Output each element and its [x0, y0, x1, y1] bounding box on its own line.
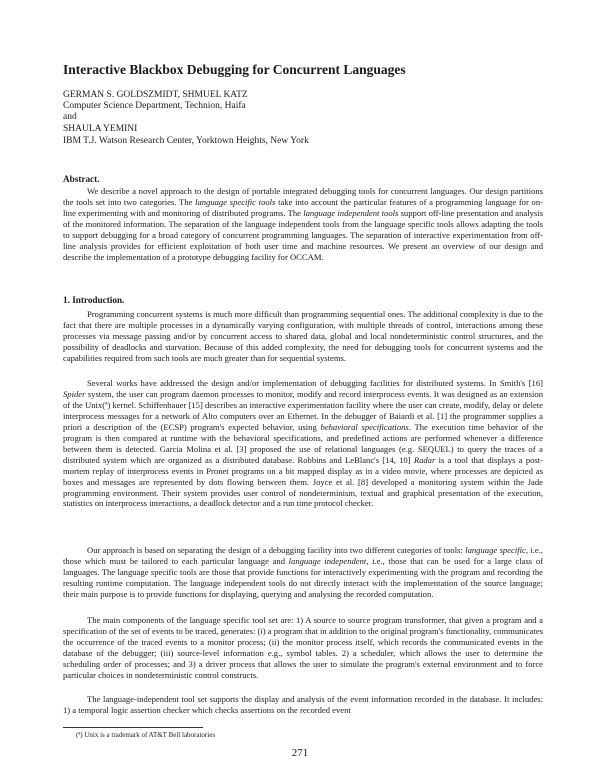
author-and: and	[63, 112, 77, 122]
abstract-paragraph: We describe a novel approach to the design of portable integrated debugging tools for concurrent languages. Our design partitions the tools set into two categories. The language specific tools take into account the particular features of a programming language for on-line experimenting with and monitoring of distributed programs. The language independent tools support off-line presentation and analysis of the monitored information. The separation of the language independent tools from the language specific tools allows adapting the tools to support debugging for a broad category of concurrent programming languages. The separation of interactive experimentation from off-line analysis provides for efficient exploitation of both user time and machine resources. We present an overview of our design and describe the implementation of a prototype debugging facility for OCCAM.	[63, 186, 543, 262]
affiliation-2: IBM T.J. Watson Research Center, Yorktown Heights, New York	[63, 136, 309, 146]
intro-paragraph-1: Programming concurrent systems is much more difficult than programming sequential ones. The additional complexity is due to the fact that there are multiple processes in a dynamically varying configuration, with multiple threads of control, interactions among these processes via message passing and/or by concurrent access to shared data, global and local nondeterministic control structures, and the possibility of deadlocks and starvation. Because of this added complexity, the need for debugging tools for concurrent systems and the capabilities required from such tools are much greater than for sequential systems.	[63, 309, 543, 363]
intro-heading: 1. Introduction.	[63, 295, 125, 305]
footnote: (ª) Unix is a trademark of AT&T Bell laboratories	[76, 731, 216, 739]
paper-title: Interactive Blackbox Debugging for Concurrent Languages	[63, 62, 406, 77]
footnote-rule	[63, 727, 203, 728]
intro-paragraph-5: The language-independent tool set supports the display and analysis of the event information recorded in the database. It includes: 1) a temporal logic assertion checker which checks assertions on the recorded event	[63, 694, 543, 715]
intro-paragraph-2: Several works have addressed the design and/or implementation of debugging facilities for distributed systems. In Smith's [16] Spider system, the user can program daemon processes to monitor, modify and record interprocess events. It was designed as an extension of the Unix(ª) kernel. Schiffenbauer [15] describes an interactive experimentation facility where the user can create, modify, delay or delete interprocess messages for a network of Alto computers over an Ethernet. In the debugger of Baiardi et al. [1] the programmer supplies a priori a description of the (ECSP) program's expected behavior, using behavioral specifications. The execution time behavior of the program is then compared at runtime with the behavioral specifications, and predefined actions are performed whenever a difference between them is detected. Garcia Molina et al. [3] proposed the use of relational languages (e.g. SEQUEL) to query the traces of a distributed system which are organized as a distributed database. Robbins and LeBlanc's [14, 10] Radar is a tool that displays a post-mortem replay of interprocess events in Pronet programs on a bit mapped display as in a video movie, where processes are depicted as boxes and messages are represented by dots flowing between them. Joyce et al. [8] developed a monitoring system within the Jade programming environment. Their system provides user control of nondeterminism, textual and graphical presentation of the execution, statistics on interprocess interactions, a deadlock detector and a run time protocol checker.	[63, 378, 544, 509]
intro-paragraph-3: Our approach is based on separating the design of a debugging facility into two different categories of tools: language specific, i.e., those which must be tailored to each particular language and language independent, i.e., those that can be used for a large class of languages. The language specific tools are those that provide functions for interactively experimenting with the program and recording the resulting runtime computation. The language independent tools do not directly interact with the implementation of the source language; their main purpose is to provide functions for displaying, querying and analysing the recorded computation.	[63, 545, 543, 599]
affiliation-1: Computer Science Department, Technion, Haifa	[63, 101, 246, 111]
author-line-2: SHAULA YEMINI	[63, 124, 138, 134]
page-number: 271	[291, 747, 309, 759]
abstract-heading: Abstract.	[63, 174, 100, 184]
intro-paragraph-4: The main components of the language specific tool set are: 1) A source to source program transformer, that given a program and a specification of the set of events to be traced, generates: (i) a program that in addition to the original program's functionality, communicates the occurrence of the traced events to a monitor process; (ii) the monitor process itself, which records the communicated events in the database of the debugger; (iii) source-level information e.g., symbol tables. 2) a scheduler, which allows the user to determine the scheduling order of processes; and 3) a driver process that allows the user to simulate the program's external environment and to force particular choices in nondeterministic control constructs.	[63, 615, 543, 680]
author-line-1: GERMAN S. GOLDSZMIDT, SHMUEL KATZ	[63, 90, 248, 100]
